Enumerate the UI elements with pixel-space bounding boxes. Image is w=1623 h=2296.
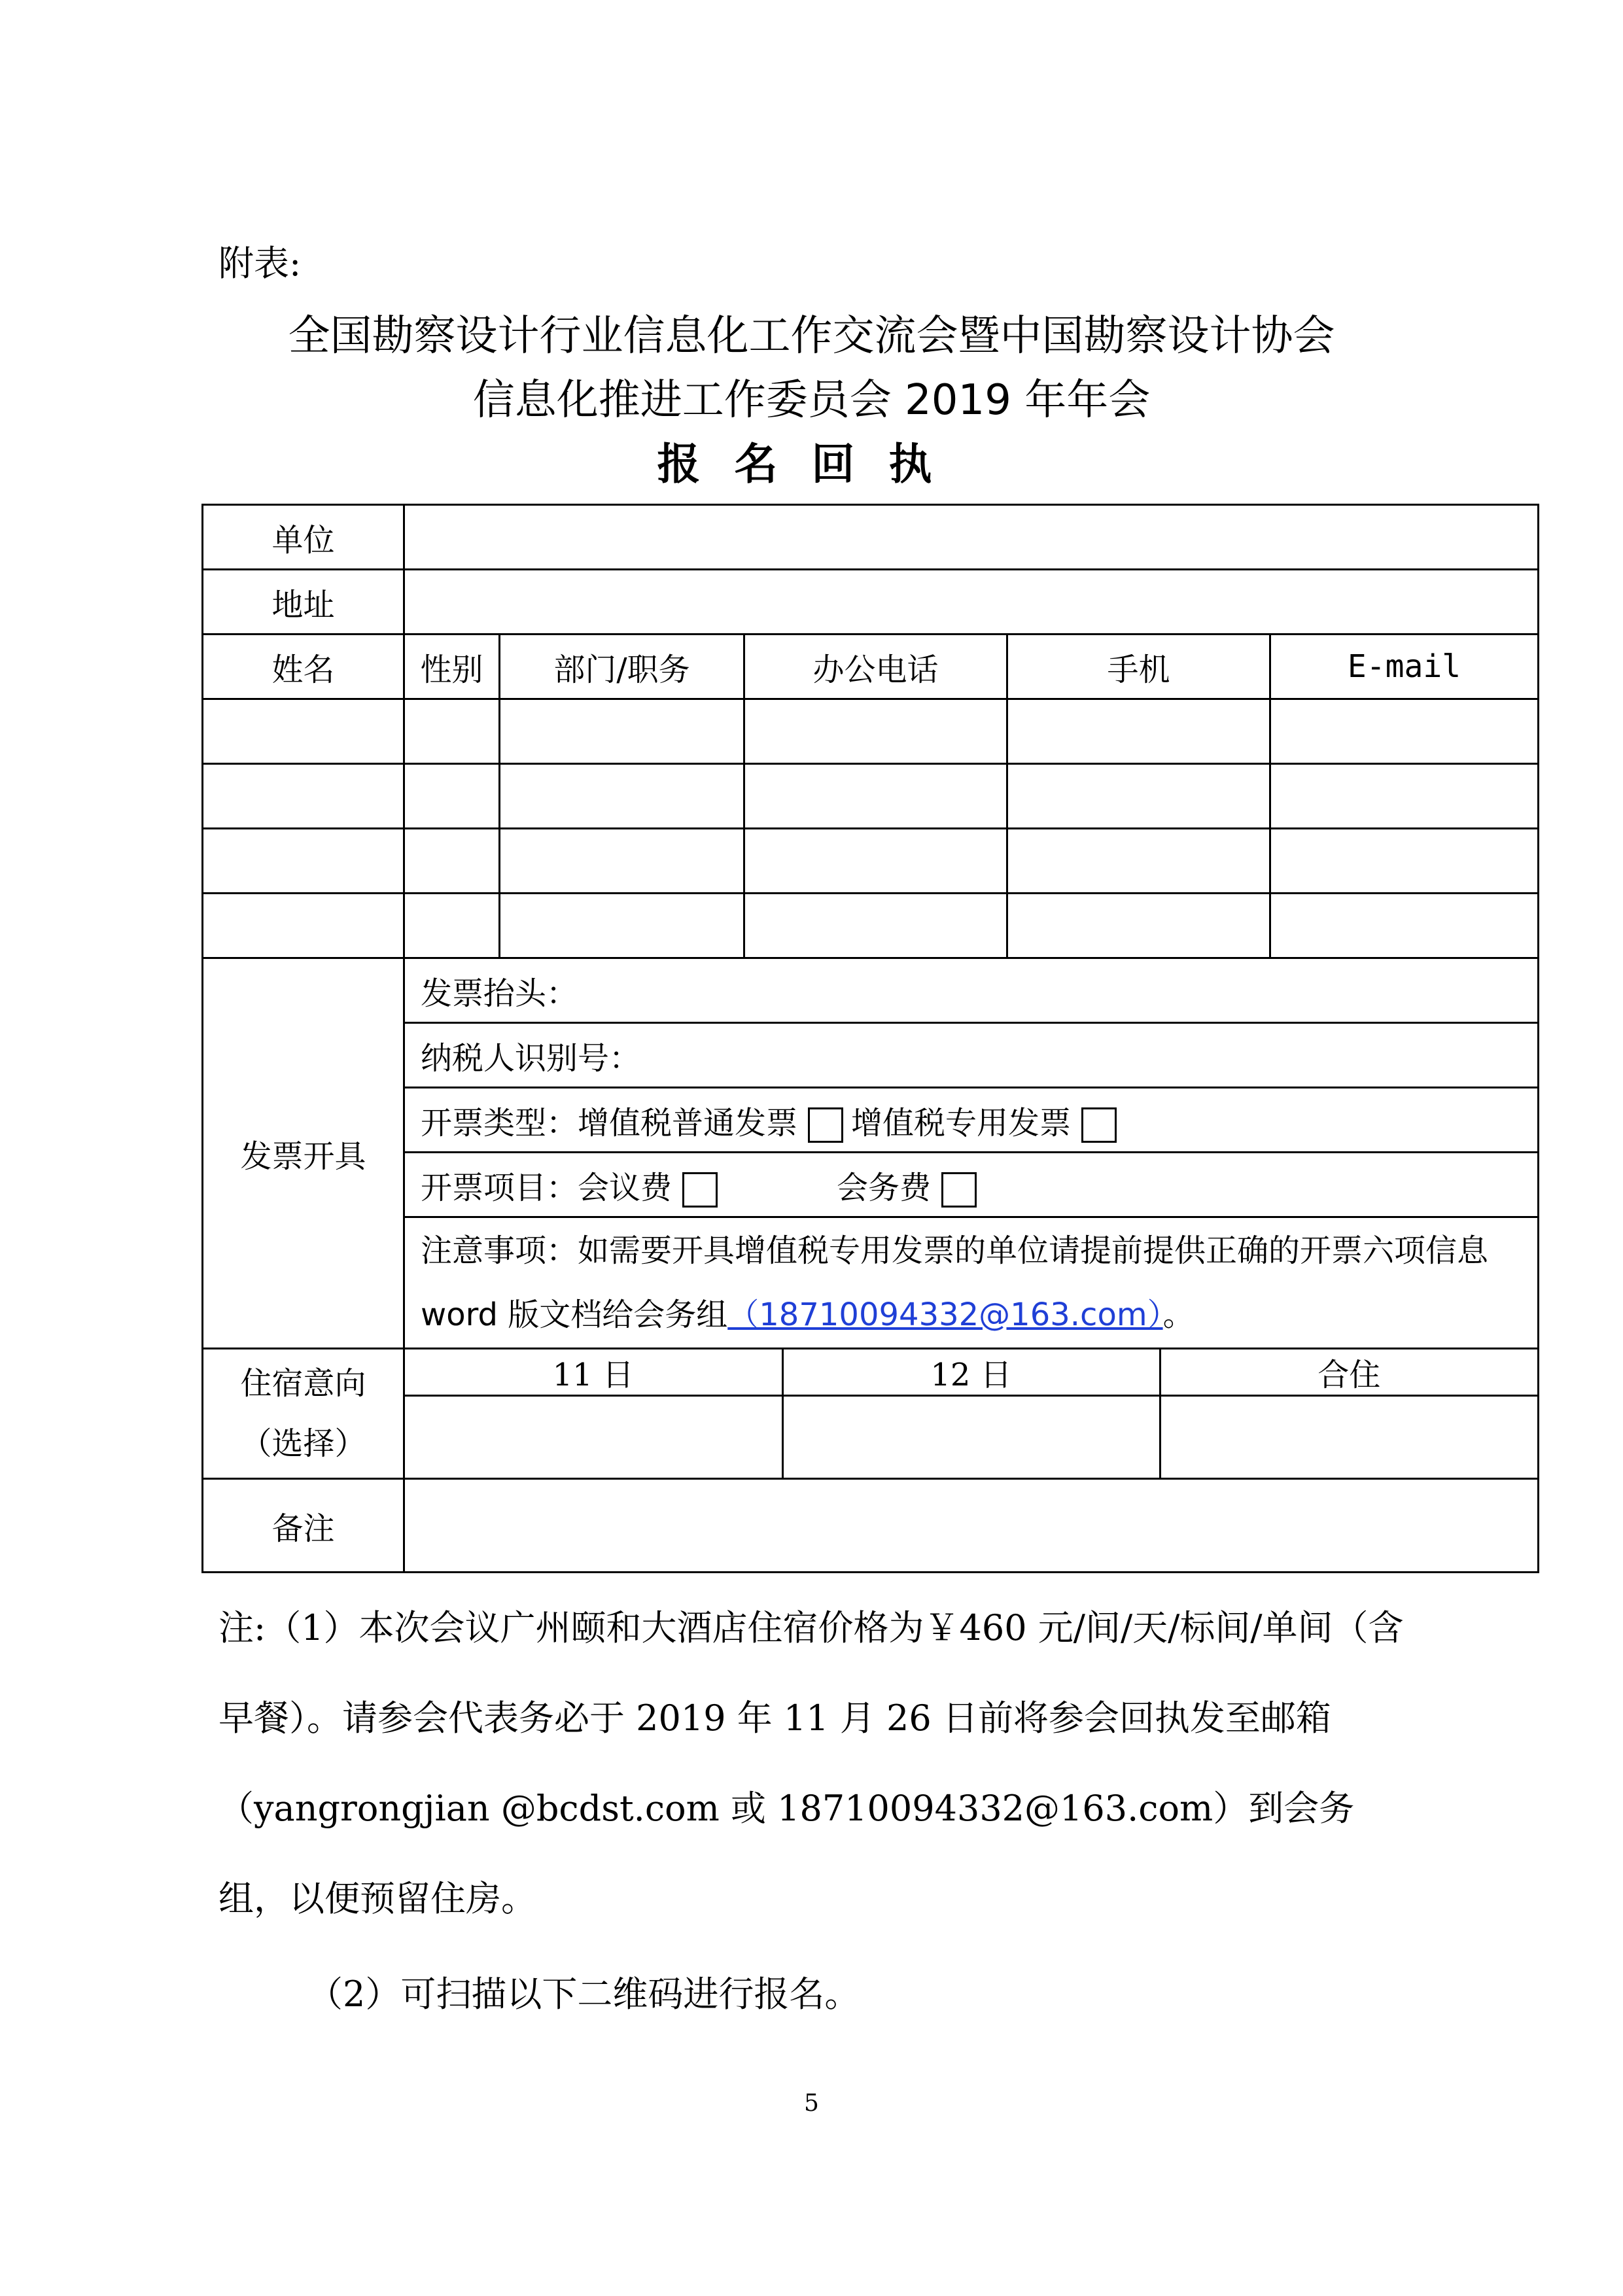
- lodging-option-12: 12 日: [782, 1349, 1160, 1396]
- form-title: 报名回执: [657, 439, 966, 489]
- remarks-field[interactable]: [404, 1479, 1539, 1573]
- lodging-choice-11[interactable]: [405, 1396, 782, 1478]
- invoice-item-label: 开票项目：: [421, 1169, 578, 1206]
- attendee-row: [203, 699, 1539, 764]
- attendee-office-phone-field[interactable]: [744, 894, 1007, 958]
- invoice-type-general-label: 增值税普通发票: [578, 1104, 798, 1141]
- title-line-1: 全国勘察设计行业信息化工作交流会暨中国勘察设计协会: [288, 312, 1335, 360]
- attendee-name-field[interactable]: [203, 699, 404, 764]
- invoice-notice-line-2: [421, 1283, 1537, 1347]
- lodging-options-table: [405, 1349, 1537, 1478]
- unit-field[interactable]: [404, 505, 1539, 570]
- registration-form-table: [201, 504, 1539, 1573]
- invoice-notice-email-link[interactable]: （18710094332@163.com）: [727, 1296, 1163, 1333]
- attendee-mobile-field[interactable]: [1007, 894, 1270, 958]
- attendee-mobile-field[interactable]: [1007, 764, 1270, 829]
- attachment-label: 附表:: [218, 243, 302, 284]
- attendee-office-phone-field[interactable]: [744, 764, 1007, 829]
- attendee-email-field[interactable]: [1270, 829, 1539, 894]
- lodging-option-11: 11 日: [405, 1349, 782, 1396]
- lodging-label: [203, 1349, 404, 1479]
- invoice-item-conference-label: 会务费: [837, 1169, 932, 1206]
- attendee-row: [203, 894, 1539, 958]
- attendee-row: [203, 829, 1539, 894]
- attendee-department-field[interactable]: [500, 829, 744, 894]
- header-gender: 性别: [404, 635, 500, 699]
- attendee-name-field[interactable]: [203, 764, 404, 829]
- attendee-department-field[interactable]: [500, 699, 744, 764]
- attendee-office-phone-field[interactable]: [744, 829, 1007, 894]
- attendee-mobile-field[interactable]: [1007, 829, 1270, 894]
- remarks-label: 备注: [203, 1479, 404, 1573]
- lodging-label-line-2: （选择）: [240, 1425, 366, 1462]
- invoice-type-general-checkbox[interactable]: [808, 1107, 843, 1143]
- attendee-office-phone-field[interactable]: [744, 699, 1007, 764]
- attendee-email-field[interactable]: [1270, 894, 1539, 958]
- page-number: 5: [804, 2090, 819, 2117]
- invoice-item-conference-checkbox[interactable]: [941, 1172, 977, 1208]
- attendee-header-row: [203, 635, 1539, 699]
- header-email: E-mail: [1270, 635, 1539, 699]
- invoice-notice: [404, 1217, 1539, 1349]
- lodging-options-cell: [404, 1349, 1539, 1479]
- header-mobile: 手机: [1007, 635, 1270, 699]
- taxpayer-id-label: 纳税人识别号：: [421, 1039, 641, 1077]
- attendee-email-field[interactable]: [1270, 764, 1539, 829]
- invoice-header-label: 发票抬头：: [421, 975, 578, 1012]
- invoice-type-label: 开票类型：: [421, 1104, 578, 1141]
- attendee-name-field[interactable]: [203, 894, 404, 958]
- note-1: 注:（1）本次会议广州颐和大酒店住宿价格为￥460 元/间/天/标间/单间（含早餐）。请参会代表务必于 2019 年 11 月 26 日前将参会回执发至邮箱（yangrongjian @bcdst.com 或 18710094332@163.com）到会务组，以便预留住房。: [218, 1607, 1404, 1919]
- attendee-department-field[interactable]: [500, 764, 744, 829]
- attendee-name-field[interactable]: [203, 829, 404, 894]
- invoice-header-field[interactable]: [404, 958, 1539, 1023]
- invoice-item-meeting-label: 会议费: [578, 1169, 672, 1206]
- attendee-row: [203, 764, 1539, 829]
- invoice-type-special-label: 增值税专用发票: [851, 1104, 1072, 1141]
- attendee-gender-field[interactable]: [404, 829, 500, 894]
- title-line-2: 信息化推进工作委员会 2019 年年会: [472, 376, 1151, 425]
- lodging-option-shared: 合住: [1160, 1349, 1537, 1396]
- address-field[interactable]: [404, 570, 1539, 635]
- lodging-choice-shared[interactable]: [1160, 1396, 1537, 1478]
- note-2: （2）可扫描以下二维码进行报名。: [307, 1974, 860, 2015]
- unit-label: 单位: [203, 505, 404, 570]
- address-label: 地址: [203, 570, 404, 635]
- invoice-notice-suffix: 。: [1162, 1296, 1195, 1333]
- taxpayer-id-field[interactable]: [404, 1023, 1539, 1088]
- attendee-gender-field[interactable]: [404, 699, 500, 764]
- attendee-department-field[interactable]: [500, 894, 744, 958]
- lodging-choice-12[interactable]: [782, 1396, 1160, 1478]
- attendee-email-field[interactable]: [1270, 699, 1539, 764]
- invoice-item-row: [404, 1153, 1539, 1217]
- invoice-type-row: [404, 1088, 1539, 1153]
- header-office-phone: 办公电话: [744, 635, 1007, 699]
- header-department: 部门/职务: [500, 635, 744, 699]
- attendee-mobile-field[interactable]: [1007, 699, 1270, 764]
- lodging-label-line-1: 住宿意向: [240, 1365, 366, 1402]
- attendee-gender-field[interactable]: [404, 894, 500, 958]
- header-name: 姓名: [203, 635, 404, 699]
- attendee-gender-field[interactable]: [404, 764, 500, 829]
- invoice-type-special-checkbox[interactable]: [1081, 1107, 1117, 1143]
- invoice-item-meeting-checkbox[interactable]: [682, 1172, 718, 1208]
- invoice-notice-prefix: word 版文档给会务组: [421, 1296, 728, 1333]
- invoice-notice-line-1: 注意事项：如需要开具增值税专用发票的单位请提前提供正确的开票六项信息: [421, 1232, 1489, 1269]
- invoice-label: 发票开具: [203, 958, 404, 1349]
